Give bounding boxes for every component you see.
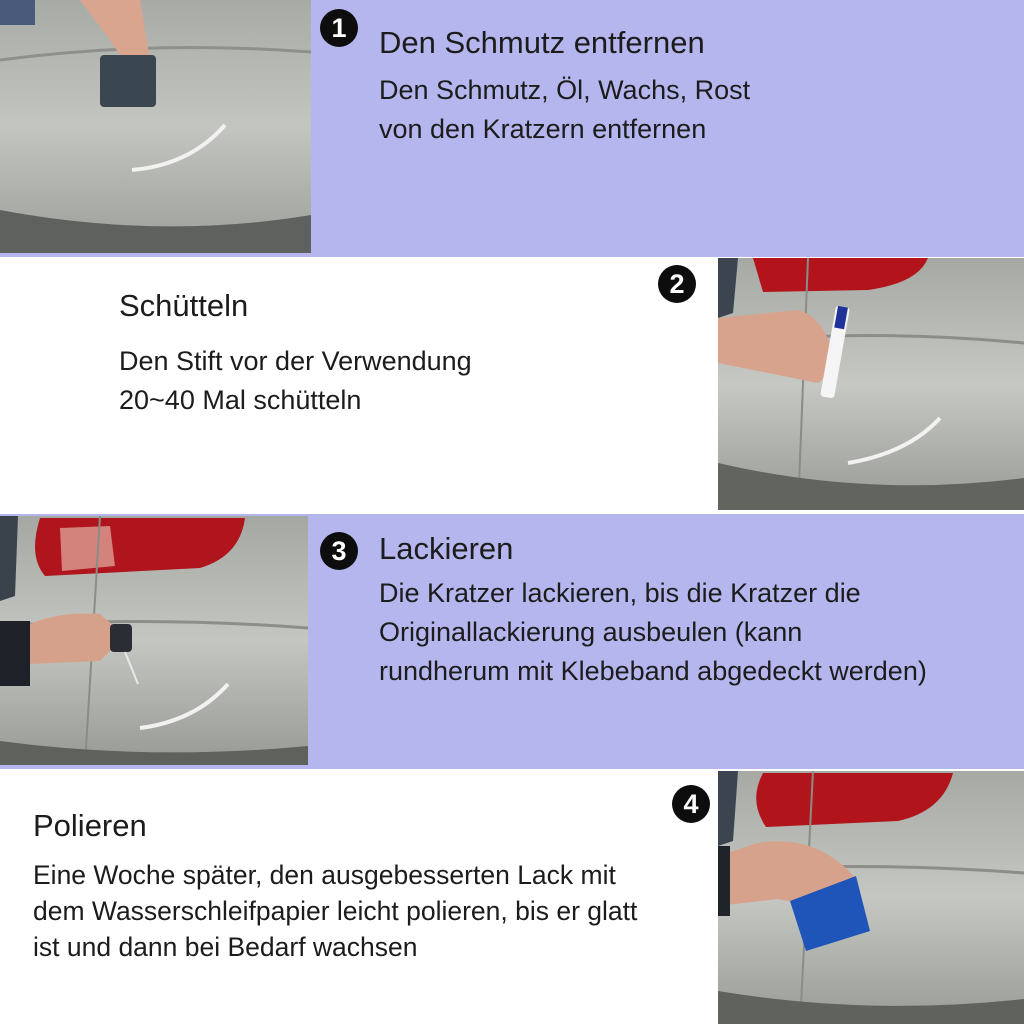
step-4-desc-line: dem Wasserschleifpapier leicht polieren, bis er glatt	[33, 896, 638, 926]
step-2-desc-line: Den Stift vor der Verwendung	[119, 346, 472, 376]
step-4-number-badge: 4	[672, 785, 710, 823]
step-4-description	[33, 857, 637, 965]
step-2-desc-line: 20~40 Mal schütteln	[119, 385, 362, 415]
step-4-title: Polieren	[33, 808, 147, 843]
step-4-desc-line: Eine Woche später, den ausgebesserten Lack mit	[33, 860, 616, 890]
step-3-description	[379, 574, 927, 691]
step-3-desc-line: Die Kratzer lackieren, bis die Kratzer die	[379, 578, 861, 608]
step-4-photo	[718, 771, 1024, 1024]
step-1-desc-line: Den Schmutz, Öl, Wachs, Rost	[379, 75, 751, 105]
step-3-desc-line: rundherum mit Klebeband abgedeckt werden)	[379, 656, 927, 686]
step-3-title: Lackieren	[379, 531, 514, 566]
step-2-title: Schütteln	[119, 288, 249, 323]
step-2-photo	[718, 258, 1024, 510]
step-3-number-badge: 3	[320, 532, 358, 570]
step-2-description	[119, 342, 472, 420]
step-1-number-badge: 1	[320, 9, 358, 47]
step-1-description	[379, 71, 750, 149]
step-3-desc-line: Originallackierung ausbeulen (kann	[379, 617, 803, 647]
step-3-photo	[0, 516, 308, 765]
step-4-desc-line: ist und dann bei Bedarf wachsen	[33, 932, 418, 962]
step-1-photo	[0, 0, 311, 253]
step-2-number-badge: 2	[658, 265, 696, 303]
step-1-desc-line: von den Kratzern entfernen	[379, 114, 707, 144]
step-1-title: Den Schmutz entfernen	[379, 25, 705, 60]
